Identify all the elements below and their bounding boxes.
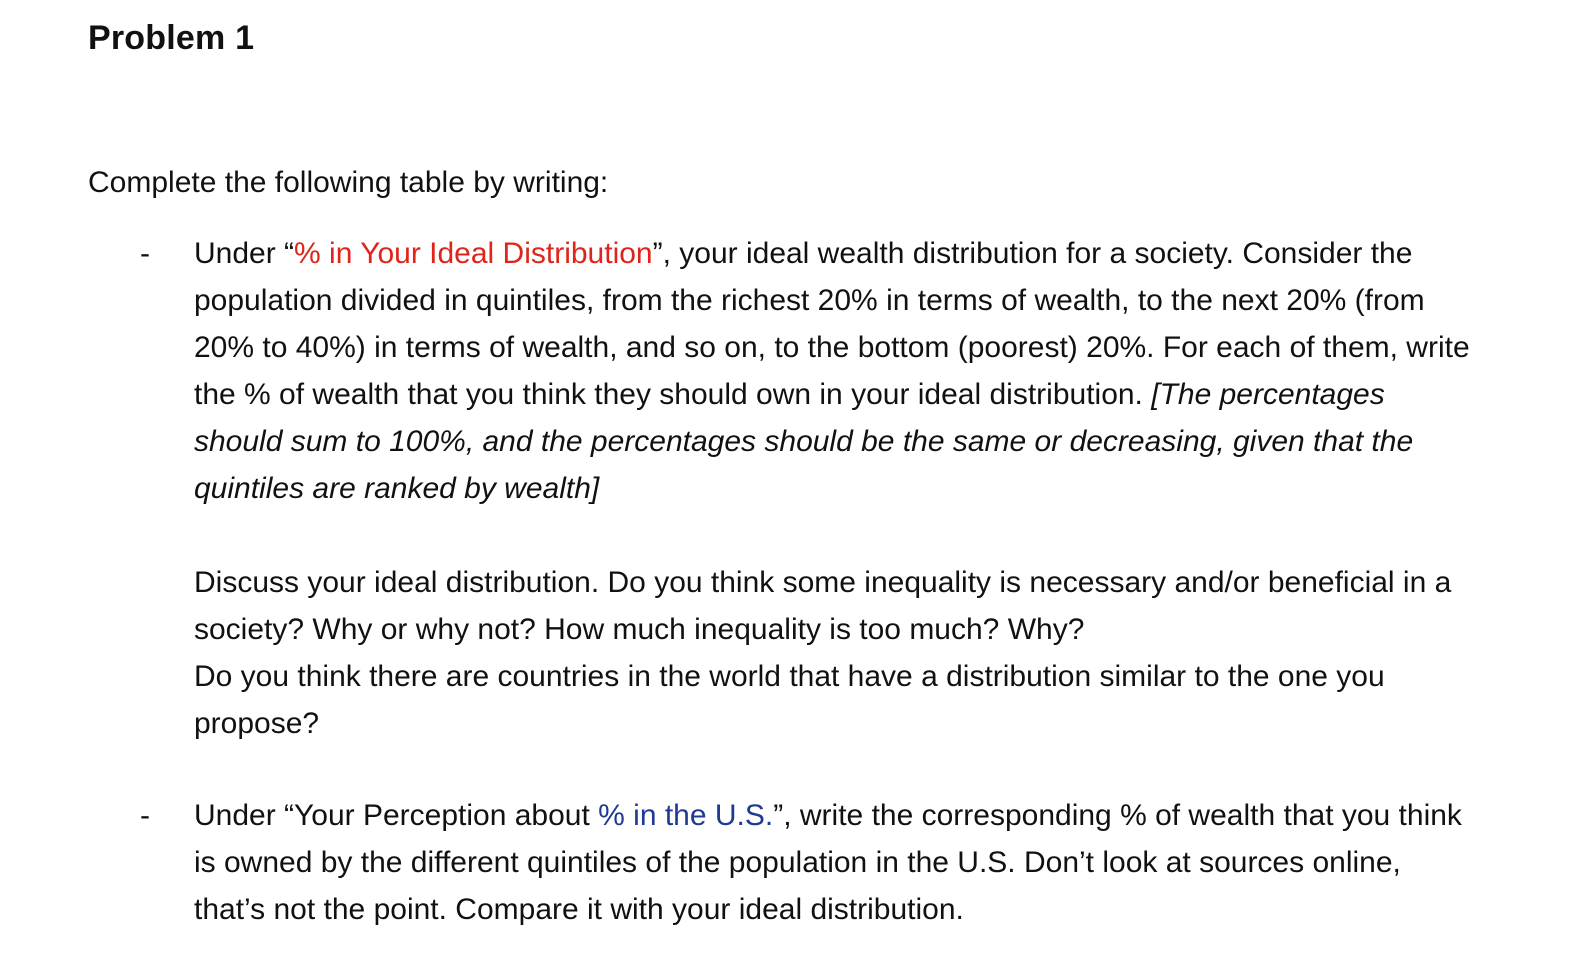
us-highlight: % in the U.S. [598,799,774,832]
text-segment: ”, your ideal wealth distribution for a society. Consider the population divided in quintiles, from the richest 20% in terms of wealth, to the next 20% (from 20% to 40%) in terms of wealth, and so on, to the bottom (poorest) 20%. For each of them, write the % of wealth that you think they should own in your ideal distribution. [194,237,1470,411]
ideal-distribution-highlight: % in Your Ideal Distribution [294,237,653,270]
text-segment: ”, write the corresponding % of wealth that you think is owned by the different quintiles of the population in the U.S. Don’t look at sources online, that’s not the point. Compare it with your ideal distribution. [194,799,1462,926]
instruction-body [194,230,1474,747]
text-segment: Under “Your Perception about [194,799,599,832]
bullet-dash: - [140,799,150,832]
intro-text: Complete the following table by writing: [88,166,609,199]
instruction-body [194,792,1474,933]
bullet-dash: - [140,237,150,270]
countries-question: Do you think there are countries in the world that have a distribution similar to the one you propose? [194,660,1385,740]
problem-title: Problem 1 [88,19,255,57]
discussion-questions: Discuss your ideal distribution. Do you think some inequality is necessary and/or beneficial in a society? Why or why not? How much inequality is too much? Why? [194,566,1452,646]
perception-instruction-paragraph [194,792,1474,933]
italic-note: [The percentages should sum to 100%, and the percentages should be the same or decreasing, given that the quintiles are ranked by wealth] [194,378,1414,505]
ideal-instruction-paragraph [194,230,1474,512]
text-segment: Under “ [194,237,295,270]
discussion-paragraph [194,559,1474,747]
